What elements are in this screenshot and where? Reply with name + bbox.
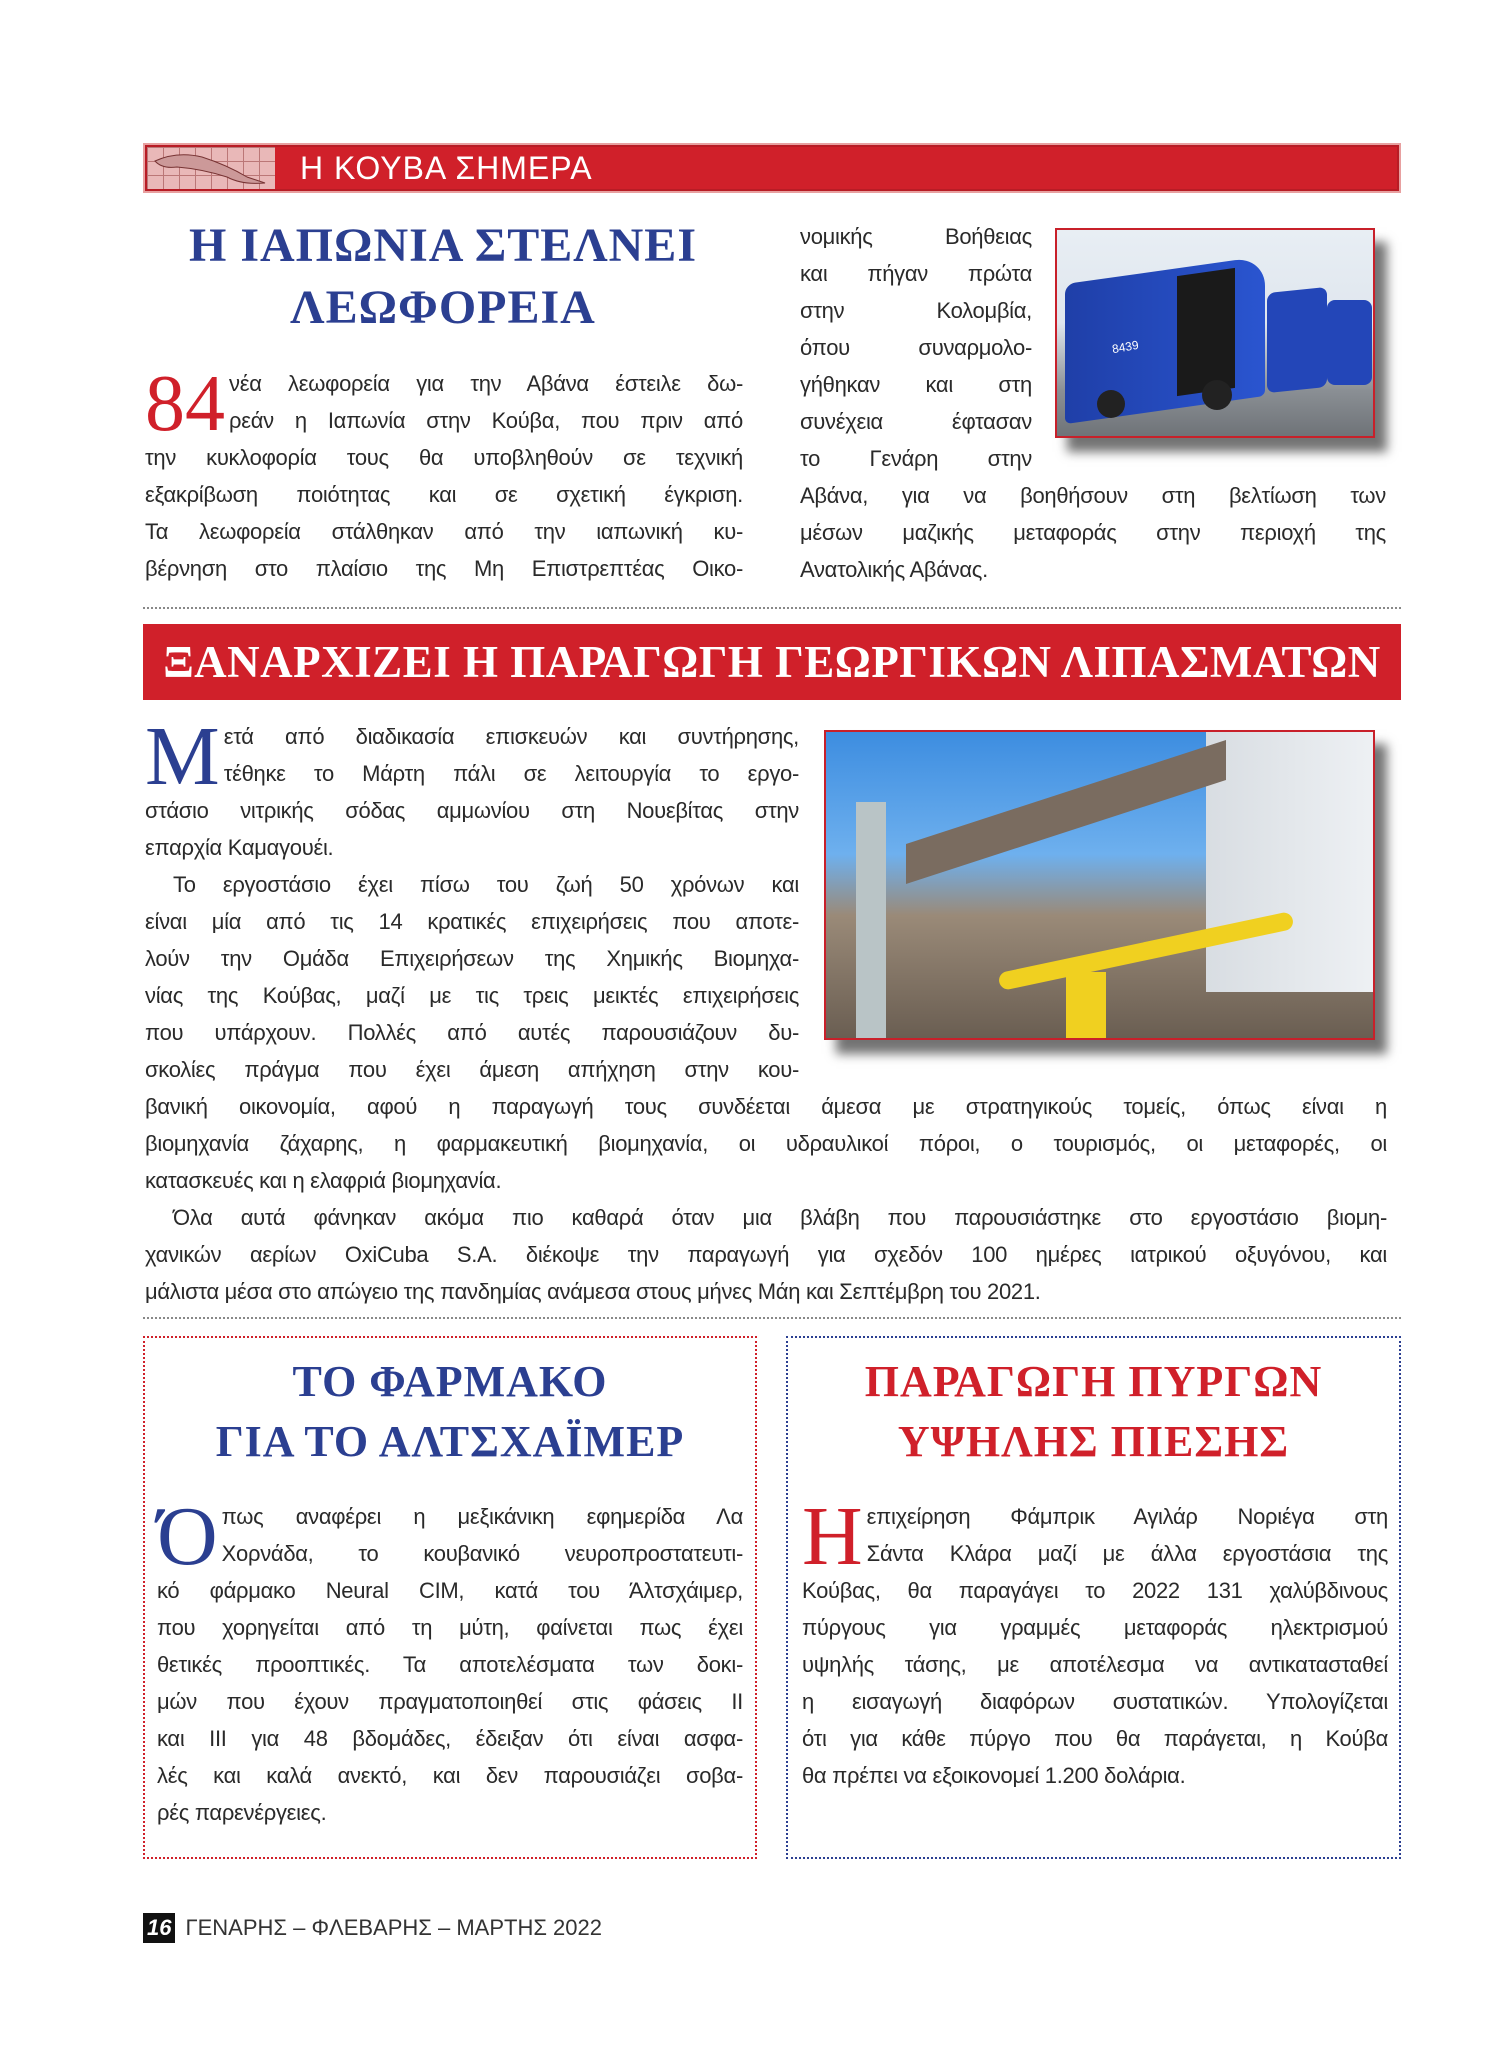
text-line: που υπάρχουν. Πολλές από αυτές παρουσιάζουν δυ-: [145, 1020, 799, 1045]
cuba-map-icon: [147, 147, 275, 189]
text-line: τέθηκε το Μάρτη πάλι σε λειτουργία το εργο-: [223, 761, 799, 786]
article1-body-bottom: [800, 477, 1386, 588]
issue-date: ΓΕΝΑΡΗΣ – ΦΛΕΒΑΡΗΣ – ΜΑΡΤΗΣ 2022: [185, 1915, 603, 1940]
text-line: θα πρέπει να εξοικονομεί 1.200 δολάρια.: [802, 1763, 1186, 1788]
text-line: νίας της Κούβας, μαζί με τις τρεις μεικτές επιχειρήσεις: [145, 983, 799, 1008]
section-header-bar: [143, 143, 1401, 193]
article3-box: [143, 1336, 757, 1859]
text-line: ρές παρενέργειες.: [157, 1800, 327, 1825]
text-line: Σάντα Κλάρα μαζί με άλλα εργοστάσια της: [866, 1541, 1388, 1566]
title-line: ΠΑΡΑΓΩΓΗ ΠΥΡΓΩΝ: [864, 1357, 1323, 1406]
text-line: χανικών αερίων OxiCuba S.A. διέκοψε την παραγωγή για σχεδόν 100 ημέρες ιατρικού οξυγόνου, και: [145, 1242, 1387, 1267]
divider: [143, 1317, 1401, 1319]
bus-number: 8439: [1110, 337, 1140, 357]
article4-title: [788, 1352, 1399, 1472]
text-line: θετικές προοπτικές. Τα αποτελέσματα των δοκι-: [157, 1652, 743, 1677]
text-line: βέρνηση στο πλαίσιο της Μη Επιστρεπτέας Οικο-: [145, 556, 743, 581]
text-line: μάλιστα μέσα στο απώγειο της πανδημίας ανάμεσα στους μήνες Μάη και Σεπτέμβρη του 2021.: [145, 1279, 1041, 1304]
title-line: ΓΙΑ ΤΟ ΑΛΤΣΧΑΪΜΕΡ: [215, 1417, 685, 1466]
title-line: ΥΨΗΛΗΣ ΠΙΕΣΗΣ: [897, 1417, 1290, 1466]
article2-title-banner: [143, 624, 1401, 700]
text-line: πύργους για γραμμές μεταφοράς ηλεκτρισμού: [802, 1615, 1388, 1640]
footer: [143, 1912, 602, 1944]
text-line: βιομηχανία ζάχαρης, η φαρμακευτική βιομηχανία, οι υδραυλικοί πόροι, ο τουρισμός, οι μεταφορές, οι: [145, 1131, 1387, 1156]
title-line: Η ΙΑΠΩΝΙΑ ΣΤΕΛΝΕΙ: [189, 219, 697, 272]
text-line: Όλα αυτά φάνηκαν ακόμα πιο καθαρά όταν μια βλάβη που παρουσιάστηκε στο εργοστάσιο βιομη-: [173, 1205, 1387, 1230]
text-line: που χορηγείται από τη μύτη, φαίνεται πως έχει: [157, 1615, 743, 1640]
text-line: κό φάρμακο Neural CIM, κατά του Άλτσχάιμερ,: [157, 1578, 743, 1603]
text-line: Ανατολικής Αβάνας.: [800, 557, 988, 582]
text-line: εξακρίβωση ποιότητας και σε σχετική έγκριση.: [145, 482, 743, 507]
text-line: την κυκλοφορία τους θα υποβληθούν σε τεχνική: [145, 445, 743, 470]
article1-title: [143, 215, 743, 339]
drop-cap: 84: [145, 360, 225, 448]
article3-title: [145, 1352, 755, 1472]
text-line: όπου συναρμολο-: [800, 335, 1032, 360]
text-line: στάσιο νιτρικής σόδας αμμωνίου στη Νουεβίτας στην: [145, 798, 799, 823]
text-line: επιχείρηση Φάμπρικ Αγιλάρ Νοριέγα στη: [866, 1504, 1388, 1529]
text-line: λούν την Ομάδα Επιχειρήσεων της Χημικής Βιομηχα-: [145, 946, 799, 971]
text-line: και πήγαν πρώτα: [800, 261, 1032, 286]
text-line: συνέχεια έφτασαν: [800, 409, 1032, 434]
article4-box: [786, 1336, 1401, 1859]
article2-body-narrow: [145, 710, 799, 1088]
section-header-title: Η ΚΟΥΒΑ ΣΗΜΕΡΑ: [300, 150, 593, 186]
text-line: κατασκευές και η ελαφριά βιομηχανία.: [145, 1168, 502, 1193]
text-line: και ΙΙΙ για 48 βδομάδες, έδειξαν ότι είναι ασφα-: [157, 1726, 743, 1751]
text-line: ότι για κάθε πύργο που θα παράγεται, η Κούβα: [802, 1726, 1388, 1751]
text-line: μών που έχουν πραγματοποιηθεί στις φάσεις ΙΙ: [157, 1689, 743, 1714]
divider: [143, 607, 1401, 609]
text-line: επαρχία Καμαγουέι.: [145, 835, 334, 860]
article1-body-right: [800, 218, 1032, 477]
text-line: νομικής Βοήθειας: [800, 224, 1032, 249]
drop-cap: Η: [802, 1490, 863, 1583]
article2-body-wide: [145, 1088, 1387, 1310]
title-line: ΛΕΩΦΟΡΕΙΑ: [290, 281, 596, 334]
text-line: Κούβας, θα παραγάγει το 2022 131 χαλύβδινους: [802, 1578, 1388, 1603]
text-line: πως αναφέρει η μεξικάνικη εφημερίδα Λα: [221, 1504, 743, 1529]
text-line: Αβάνα, για να βοηθήσουν στη βελτίωση των: [800, 483, 1386, 508]
drop-cap: Ό: [157, 1490, 218, 1583]
text-line: Τα λεωφορεία στάλθηκαν από την ιαπωνική κυ-: [145, 519, 743, 544]
drop-cap: Μ: [145, 710, 220, 803]
text-line: το Γενάρη στην: [800, 446, 1032, 471]
text-line: ρεάν η Ιαπωνία στην Κούβα, που πριν από: [229, 408, 743, 433]
text-line: βανική οικονομία, αφού η παραγωγή τους συνδέεται άμεσα με στρατηγικούς τομείς, όπως είναι η: [145, 1094, 1387, 1119]
article3-body: [157, 1490, 743, 1831]
text-line: μέσων μαζικής μεταφοράς στην περιοχή της: [800, 520, 1386, 545]
text-line: γήθηκαν και στη: [800, 372, 1032, 397]
text-line: Το εργοστάσιο έχει πίσω του ζωή 50 χρόνων και: [173, 872, 799, 897]
text-line: υψηλής τάσης, με αποτέλεσμα να αντικατασταθεί: [802, 1652, 1388, 1677]
article4-body: [802, 1490, 1388, 1794]
text-line: σκολίες πράγμα που έχει άμεση απήχηση στην κου-: [145, 1057, 799, 1082]
text-line: νέα λεωφορεία για την Αβάνα έστειλε δω-: [229, 371, 743, 396]
article1-body-left: [145, 360, 743, 587]
text-line: η εισαγωγή διαφόρων συστατικών. Υπολογίζεται: [802, 1689, 1388, 1714]
page-number: 16: [143, 1913, 175, 1943]
text-line: είναι μία από τις 14 κρατικές επιχειρήσεις που αποτε-: [145, 909, 799, 934]
factory-photo: [824, 730, 1375, 1040]
text-line: Χορνάδα, το κουβανικό νευροπροστατευτι-: [221, 1541, 743, 1566]
article2-title: ΞΑΝΑΡΧΙΖΕΙ Η ΠΑΡΑΓΩΓΗ ΓΕΩΡΓΙΚΩΝ ΛΙΠΑΣΜΑΤΩΝ: [163, 637, 1381, 687]
text-line: ετά από διαδικασία επισκευών και συντήρησης,: [223, 724, 799, 749]
title-line: ΤΟ ΦΑΡΜΑΚΟ: [292, 1357, 608, 1406]
text-line: λές και καλά ανεκτό, και δεν παρουσιάζει σοβα-: [157, 1763, 743, 1788]
text-line: στην Κολομβία,: [800, 298, 1032, 323]
bus-photo: [1055, 228, 1375, 438]
